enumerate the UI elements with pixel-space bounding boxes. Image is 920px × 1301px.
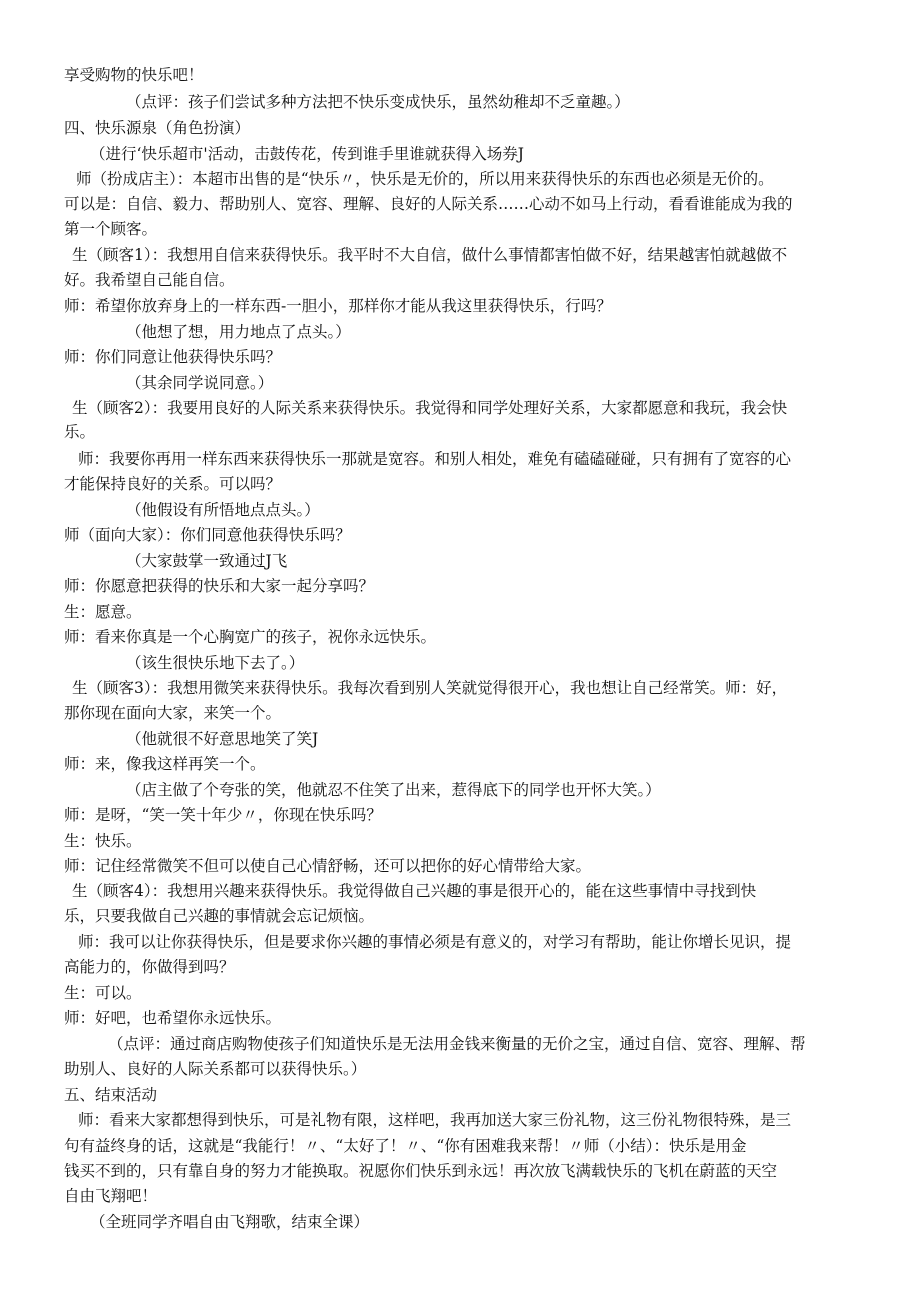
text-line: （店主做了个夸张的笑，他就忍不住笑了出来，惹得底下的同学也开怀大笑。） [126, 781, 661, 799]
text-line: （点评：通过商店购物使孩子们知道快乐是无法用金钱来衡量的无价之宝，通过自信、宽容、理解、帮 [108, 1035, 806, 1053]
text-line: 师：希望你放弃身上的一样东西-一胆小，那样你才能从我这里获得快乐，行吗？ [64, 297, 612, 315]
text-line: 生（顾客4）：我想用兴趣来获得快乐。我觉得做自己兴趣的事是很开心的，能在这些事情中寻找到快 [72, 882, 757, 900]
text-line: 好。我希望自己能自信。 [64, 271, 235, 289]
text-line: 那你现在面向大家，来笑一个。 [64, 704, 282, 722]
text-line: 高能力的，你做得到吗？ [64, 958, 235, 976]
text-line: 钱买不到的，只有靠自身的努力才能换取。祝愿你们快乐到永远！再次放飞满载快乐的飞机在蔚蓝的天空 [64, 1162, 778, 1180]
text-line: （点评：孩子们尝试多种方法把不快乐变成快乐，虽然幼稚却不乏童趣。） [126, 93, 630, 111]
text-line: 可以是：自信、毅力、帮助别人、宽容、理解、良好的人际关系……心动不如马上行动，看看谁能成为我的 [64, 195, 793, 213]
text-line: 师（扮成店主）：本超市出售的是“快乐〃，快乐是无价的，所以用来获得快乐的东西也必须是无价的。 [76, 170, 774, 188]
text-line: 生：可以。 [64, 984, 142, 1002]
text-line: （他想了想，用力地点了点头。） [126, 323, 351, 341]
text-line: （其余同学说同意。） [126, 374, 274, 392]
text-line: 师：记住经常微笑不但可以使自己心情舒畅，还可以把你的好心情带给大家。 [64, 857, 592, 875]
text-line: 师：看来你真是一个心胸宽广的孩子，祝你永远快乐。 [64, 628, 437, 646]
text-line: 师：好吧，也希望你永远快乐。 [64, 1009, 282, 1027]
text-line: 自由飞翔吧！ [64, 1187, 158, 1205]
text-line: 生（顾客3）：我想用微笑来获得快乐。我每次看到别人笑就觉得很开心，我也想让自己经常笑。师：好， [72, 679, 788, 697]
text-line: 师：是呀，“笑一笑十年少〃，你现在快乐吗？ [64, 806, 382, 824]
text-line: 生：快乐。 [64, 832, 142, 850]
text-line: 生（顾客1）：我想用自信来获得快乐。我平时不大自信，做什么事情都害怕做不好，结果越害怕就越做不 [72, 246, 788, 264]
text-line: 享受购物的快乐吧！ [64, 66, 204, 84]
text-line: （进行‘快乐超市'活动，击鼓传花，传到谁手里谁就获得入场券J [90, 145, 524, 163]
text-line: （他假设有所悟地点点头。） [126, 501, 320, 519]
text-line: 句有益终身的话，这就是“我能行！〃、“太好了！〃、“你有困难我来帮！〃师（小结）：快乐是用金 [64, 1137, 747, 1155]
text-line: 师：来，像我这样再笑一个。 [64, 755, 266, 773]
text-line: 师：你愿意把获得的快乐和大家一起分享吗？ [64, 577, 375, 595]
text-line: 师：我要你再用一样东西来获得快乐一那就是宽容。和别人相处，难免有磕磕碰碰，只有拥有了宽容的心 [78, 450, 792, 468]
text-line: 师：看来大家都想得到快乐，可是礼物有限，这样吧，我再加送大家三份礼物，这三份礼物很特殊，是三 [78, 1111, 792, 1129]
text-line: 生：愿意。 [64, 603, 142, 621]
text-line: 第一个顾客。 [64, 220, 158, 238]
text-line: 师：我可以让你获得快乐，但是要求你兴趣的事情必须是有意义的，对学习有帮助，能让你增长见识，提 [78, 933, 792, 951]
section-heading: 四、快乐源泉（角色扮演） [64, 119, 251, 137]
text-line: 乐。 [64, 423, 96, 441]
text-line: （该生很快乐地下去了。） [126, 654, 305, 672]
text-line: 乐，只要我做自己兴趣的事情就会忘记烦恼。 [64, 907, 375, 925]
text-line: 助别人、良好的人际关系都可以获得快乐。） [64, 1060, 367, 1078]
text-line: 师（面向大家）：你们同意他获得快乐吗？ [64, 526, 351, 544]
text-line: （全班同学齐唱自由飞翔歌，结束全课） [90, 1213, 370, 1231]
text-line: （他就很不好意思地笑了笑J [126, 730, 319, 748]
text-line: （大家鼓掌一致通过J飞 [126, 552, 288, 570]
text-line: 才能保持良好的关系。可以吗？ [64, 475, 282, 493]
text-line: 生（顾客2）：我要用良好的人际关系来获得快乐。我觉得和同学处理好关系，大家都愿意和我玩，我会快 [72, 399, 788, 417]
section-heading: 五、结束活动 [64, 1086, 158, 1104]
text-line: 师：你们同意让他获得快乐吗？ [64, 348, 282, 366]
